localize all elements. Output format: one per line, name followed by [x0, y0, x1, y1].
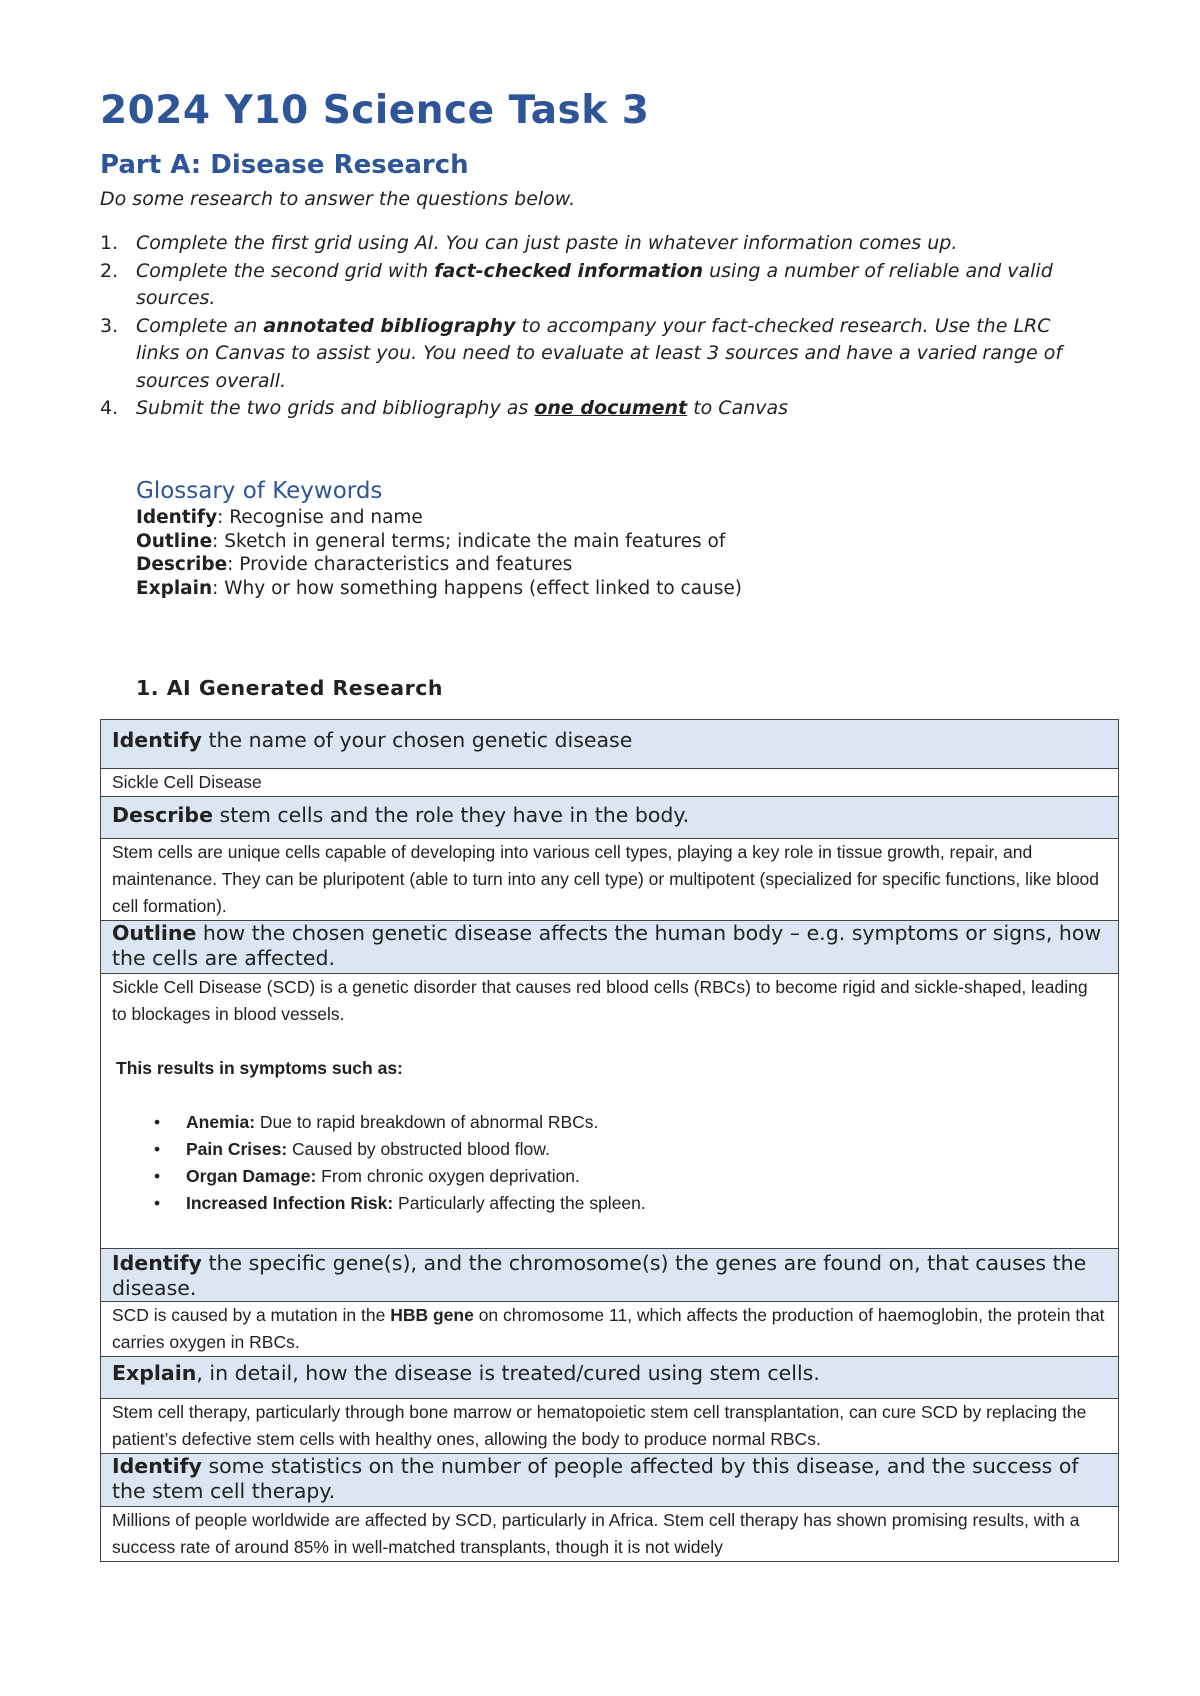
bullet-icon: • [154, 1112, 161, 1132]
list-number: 2. [100, 259, 119, 282]
question-text: the specific gene(s), and the chromosome(s) the genes are found on, that causes the disease. [112, 1251, 1087, 1300]
question-cell [101, 797, 1119, 839]
symptom-term: Pain Crises: [186, 1139, 288, 1159]
answer-cell[interactable] [101, 1399, 1119, 1454]
glossary-definition: : Provide characteristics and features [227, 554, 573, 575]
part-a-heading: Part A: Disease Research [100, 150, 469, 180]
gene-name: HBB gene [390, 1305, 474, 1325]
list-item [112, 1190, 1107, 1217]
list-item [100, 395, 1080, 423]
list-item [100, 230, 1080, 258]
symptom-text: Particularly affecting the spleen. [393, 1193, 646, 1213]
symptom-text: Caused by obstructed blood flow. [287, 1139, 550, 1159]
list-number: 4. [100, 397, 119, 419]
question-keyword: Identify [112, 1251, 202, 1275]
glossary-definition: : Recognise and name [217, 507, 423, 528]
bullet-icon: • [154, 1193, 161, 1213]
glossary-definition: : Why or how something happens (effect linked to cause) [212, 577, 742, 599]
ai-research-grid [100, 719, 1119, 1562]
question-cell [101, 921, 1119, 974]
symptom-text: From chronic oxygen deprivation. [316, 1166, 580, 1186]
step-text: Complete the first grid using AI. You can just paste in whatever information comes up. [136, 232, 958, 254]
question-keyword: Explain [112, 1361, 197, 1385]
table-row [101, 1454, 1119, 1507]
document-title: 2024 Y10 Science Task 3 [100, 88, 650, 133]
step-text: using a number of reliable and valid sources. [136, 259, 1053, 309]
glossary-term: Outline [136, 530, 213, 552]
answer-text: Stem cells are unique cells capable of developing into various cell types, playing a key role in tissue growth, repair, and maintenance. They can be pluripotent (able to turn into any cell type) or multipotent (specialized for specific functions, like blood cell formation). [112, 842, 1100, 916]
table-row [101, 797, 1119, 839]
table-row [101, 769, 1119, 797]
question-keyword: Identify [112, 728, 202, 752]
answer-text-part: on chromosome 11, which affects the production of haemoglobin, the protein that carries oxygen in RBCs. [112, 1305, 1105, 1352]
question-keyword: Identify [112, 1454, 202, 1478]
answer-text: Sickle Cell Disease (SCD) is a genetic disorder that causes red blood cells (RBCs) to become rigid and sickle-shaped, leading to blockages in blood vessels. [112, 977, 1088, 1024]
question-cell [101, 1249, 1119, 1302]
question-text: the name of your chosen genetic disease [201, 728, 633, 752]
list-item [112, 1163, 1107, 1190]
symptom-term: Organ Damage: [186, 1166, 317, 1186]
table-row [101, 1357, 1119, 1399]
step-emphasis: annotated bibliography [263, 314, 516, 337]
answer-text: Stem cell therapy, particularly through bone marrow or hematopoietic stem cell transplantation, can cure SCD by replacing the patient’s defective stem cells with healthy ones, allowing the body to produce normal RBCs. [112, 1402, 1087, 1449]
list-number: 1. [100, 232, 119, 254]
symptom-term: Increased Infection Risk: [186, 1193, 394, 1213]
answer-cell[interactable] [101, 1507, 1119, 1562]
table-row [101, 720, 1119, 769]
question-keyword: Outline [112, 921, 197, 945]
list-number: 3. [100, 314, 119, 337]
glossary-term: Explain [136, 577, 213, 599]
question-text: how the chosen genetic disease affects the human body – e.g. symptoms or signs, how the cells are affected. [112, 921, 1102, 970]
section-heading: 1. AI Generated Research [136, 676, 443, 700]
question-text: , in detail, how the disease is treated/cured using stem cells. [196, 1361, 820, 1385]
glossary-item [136, 553, 1036, 577]
question-text: stem cells and the role they have in the body. [213, 803, 690, 827]
step-text: to Canvas [687, 397, 789, 419]
glossary-heading: Glossary of Keywords [136, 478, 383, 504]
answer-text-part: SCD is caused by a mutation in the [112, 1305, 391, 1325]
intro-text: Do some research to answer the questions below. [100, 188, 576, 210]
list-item [112, 1136, 1107, 1163]
symptom-term: Anemia: [186, 1112, 256, 1132]
answer-text [112, 1302, 1107, 1356]
table-row [101, 1507, 1119, 1562]
table-row [101, 1249, 1119, 1302]
step-text: Submit the two grids and bibliography as [136, 397, 535, 419]
bullet-icon: • [154, 1139, 161, 1159]
question-cell [101, 1454, 1119, 1507]
answer-text: Millions of people worldwide are affected by SCD, particularly in Africa. Stem cell therapy has shown promising results, with a success rate of around 85% in well-matched transplants, though it is not widely [112, 1510, 1080, 1557]
step-text: Complete the second grid with [136, 259, 435, 282]
glossary [136, 476, 1036, 600]
answer-cell[interactable] [101, 839, 1119, 921]
question-cell [101, 720, 1119, 769]
answer-text: Sickle Cell Disease [112, 772, 262, 792]
list-item [100, 313, 1080, 396]
answer-cell[interactable] [101, 1302, 1119, 1357]
symptoms-lead: This results in symptoms such as: [116, 1058, 403, 1078]
glossary-item [136, 577, 1036, 601]
table-row [101, 974, 1119, 1249]
table-row [101, 921, 1119, 974]
list-item [100, 258, 1080, 313]
question-cell [101, 1357, 1119, 1399]
step-text: to accompany your fact-checked research. Use the LRC links on Canvas to assist you. You need to evaluate at least 3 sources and have a varied range of sources overall. [136, 314, 1063, 392]
answer-cell[interactable] [101, 974, 1119, 1249]
table-row [101, 1302, 1119, 1357]
answer-cell[interactable] [101, 769, 1119, 797]
question-keyword: Describe [112, 803, 213, 827]
symptoms-list [112, 1109, 1107, 1217]
step-text: Complete an [136, 314, 264, 337]
glossary-term: Describe [136, 554, 228, 575]
table-row [101, 839, 1119, 921]
glossary-item [136, 506, 1036, 530]
question-text: some statistics on the number of people affected by this disease, and the success of the stem cell therapy. [112, 1454, 1079, 1503]
glossary-term: Identify [136, 507, 218, 528]
bullet-icon: • [154, 1166, 161, 1186]
list-item [112, 1109, 1107, 1136]
glossary-definition: : Sketch in general terms; indicate the main features of [212, 530, 726, 552]
step-emphasis: one document [534, 397, 688, 419]
instructions-list [100, 230, 1080, 423]
glossary-item [136, 530, 1036, 554]
table-row [101, 1399, 1119, 1454]
step-emphasis: fact-checked information [434, 259, 704, 282]
symptom-text: Due to rapid breakdown of abnormal RBCs. [255, 1112, 599, 1132]
